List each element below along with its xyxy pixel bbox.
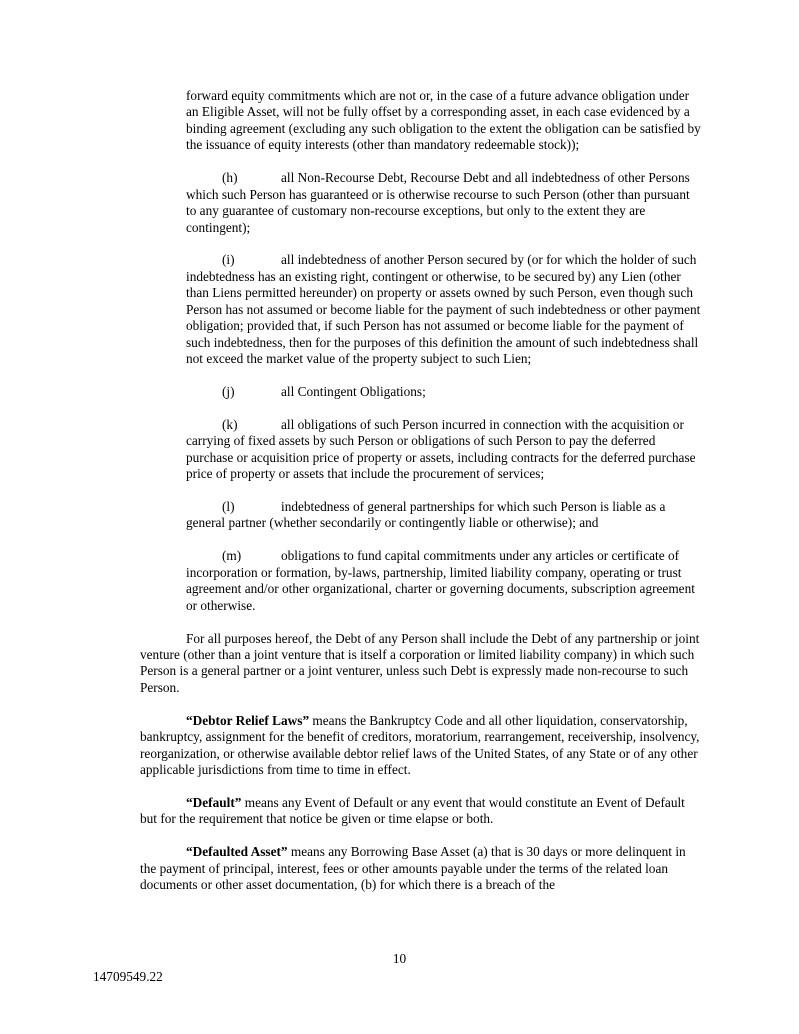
clause-label: (m) xyxy=(222,548,242,564)
clause-h xyxy=(186,170,703,236)
document-body xyxy=(140,88,703,910)
paragraph-text: forward equity commitments which are not or, in the case of a future advance obligation under an Eligible Asset, will not be fully offset by a corresponding asset, in each case evidenced by a binding agreement (excluding any such obligation to the extent the obligation can be satisfied by the issuance of equity interests (other than mandatory redeemable stock)); xyxy=(186,88,701,153)
clause-label: (k) xyxy=(222,416,238,432)
paragraph-continuation xyxy=(186,88,703,154)
clause-k xyxy=(186,417,703,483)
page-number: 10 xyxy=(392,951,407,966)
defined-term: “Debtor Relief Laws” xyxy=(186,712,310,728)
clause-label: (i) xyxy=(222,252,235,268)
clause-label: (h) xyxy=(222,170,238,186)
definition-text: means any Borrowing Base Asset (a) that is 30 days or more delinquent in the payment of principal, interest, fees or other amounts payable under the terms of the related loan documents or other asset documentation, (b) for which there is a breach of the xyxy=(140,844,686,893)
clause-l xyxy=(186,499,703,532)
definition-default xyxy=(140,795,703,828)
clause-text: obligations to fund capital commitments under any articles or certificate of incorporation or formation, by-laws, partnership, limited liability company, operating or trust agreement and/or other organizational, charter or governing documents, subscription agreement or otherwise. xyxy=(186,548,695,613)
clause-text: all obligations of such Person incurred in connection with the acquisition or carrying of fixed assets by such Person or obligations of such Person to pay the deferred purchase or acquisition price of property or assets, including contracts for the deferred purchase price of property or assets that include the procurement of services; xyxy=(186,416,696,482)
clause-text: all Contingent Obligations; xyxy=(281,383,426,399)
paragraph-for-all-purposes xyxy=(140,631,703,697)
clause-i xyxy=(186,252,703,367)
clause-m xyxy=(186,548,703,614)
defined-term: “Defaulted Asset” xyxy=(186,844,288,860)
defined-term: “Default” xyxy=(186,794,242,810)
definition-text: means the Bankruptcy Code and all other liquidation, conservatorship, bankruptcy, assignment for the benefit of creditors, moratorium, rearrangement, receivership, insolvency, reorganization, or otherwise available debtor relief laws of the United States, of any State or of any other applicable jurisdictions from time to time in effect. xyxy=(140,712,700,778)
clause-text: all indebtedness of another Person secured by (or for which the holder of such indebtedness has an existing right, contingent or otherwise, to be secured by) any Lien (other than Liens permitted hereunder) on property or assets owned by such Person, even though such Person has not assumed or become liable for the payment of such indebtedness or other payment obligation; provided that, if such Person has not assumed or become liable for the payment of such indebtedness, then for the purposes of this definition the amount of such indebtedness shall not exceed the market value of the property subject to such Lien; xyxy=(186,252,701,367)
clause-label: (j) xyxy=(222,383,235,399)
paragraph-text: For all purposes hereof, the Debt of any Person shall include the Debt of any partnership or joint venture (other than a joint venture that is itself a corporation or limited liability company) in which such Person is a general partner or a joint venturer, unless such Debt is expressly made non-recourse to such Person. xyxy=(140,630,700,695)
clause-text: all Non-Recourse Debt, Recourse Debt and all indebtedness of other Persons which such Person has guaranteed or is otherwise recourse to such Person (other than pursuant to any guarantee of customary non-recourse exceptions, but only to the extent they are contingent); xyxy=(186,170,690,235)
document-control-number: 14709549.22 xyxy=(93,969,163,984)
clause-label: (l) xyxy=(222,499,235,515)
definition-debtor-relief-laws xyxy=(140,713,703,779)
definition-defaulted-asset xyxy=(140,844,703,893)
definition-text: means any Event of Default or any event that would constitute an Event of Default but for the requirement that notice be given or time elapse or both. xyxy=(140,794,685,827)
clause-j xyxy=(186,384,703,400)
clause-text: indebtedness of general partnerships for which such Person is liable as a general partner (whether secondarily or contingently liable or otherwise); and xyxy=(186,499,666,531)
